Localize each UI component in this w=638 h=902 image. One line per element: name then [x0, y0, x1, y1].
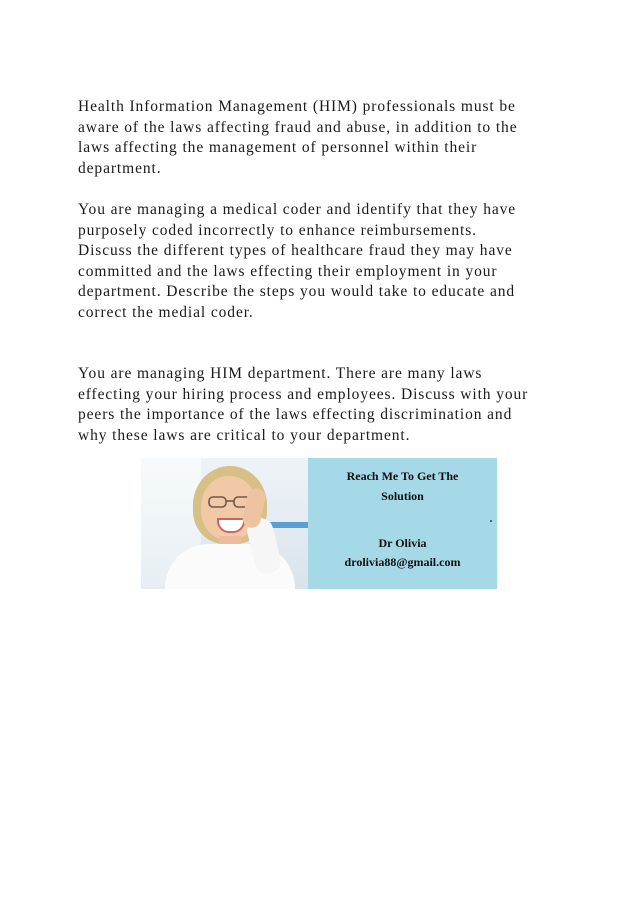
paragraph-intro: Health Information Management (HIM) professionals must be aware of the laws affecting fraud and abuse, in addition to the laws affecting the management of personnel within their department.: [78, 98, 518, 177]
contact-email: drolivia88@gmail.com: [344, 555, 461, 569]
promo-banner: [141, 458, 497, 589]
woman-photo: [141, 458, 308, 589]
promo-headline: Reach Me To Get The: [346, 469, 459, 483]
paragraph-him-department: You are managing HIM department. There are many laws effecting your hiring process and employees. Discuss with your peers the importance of the laws effecting discrimination and why these laws are critical to your department.: [78, 365, 529, 444]
promo-subline: Solution: [381, 489, 424, 503]
paragraph-medical-coder: You are managing a medical coder and identify that they have purposely coded incorrectly to enhance reimbursements. Discuss the different types of healthcare fraud they may have committed and the laws effecting their employment in your department. Describe the steps you would take to educate and correct the medial coder.: [78, 201, 517, 321]
contact-name: Dr Olivia: [378, 536, 427, 550]
contact-panel: [308, 458, 497, 589]
